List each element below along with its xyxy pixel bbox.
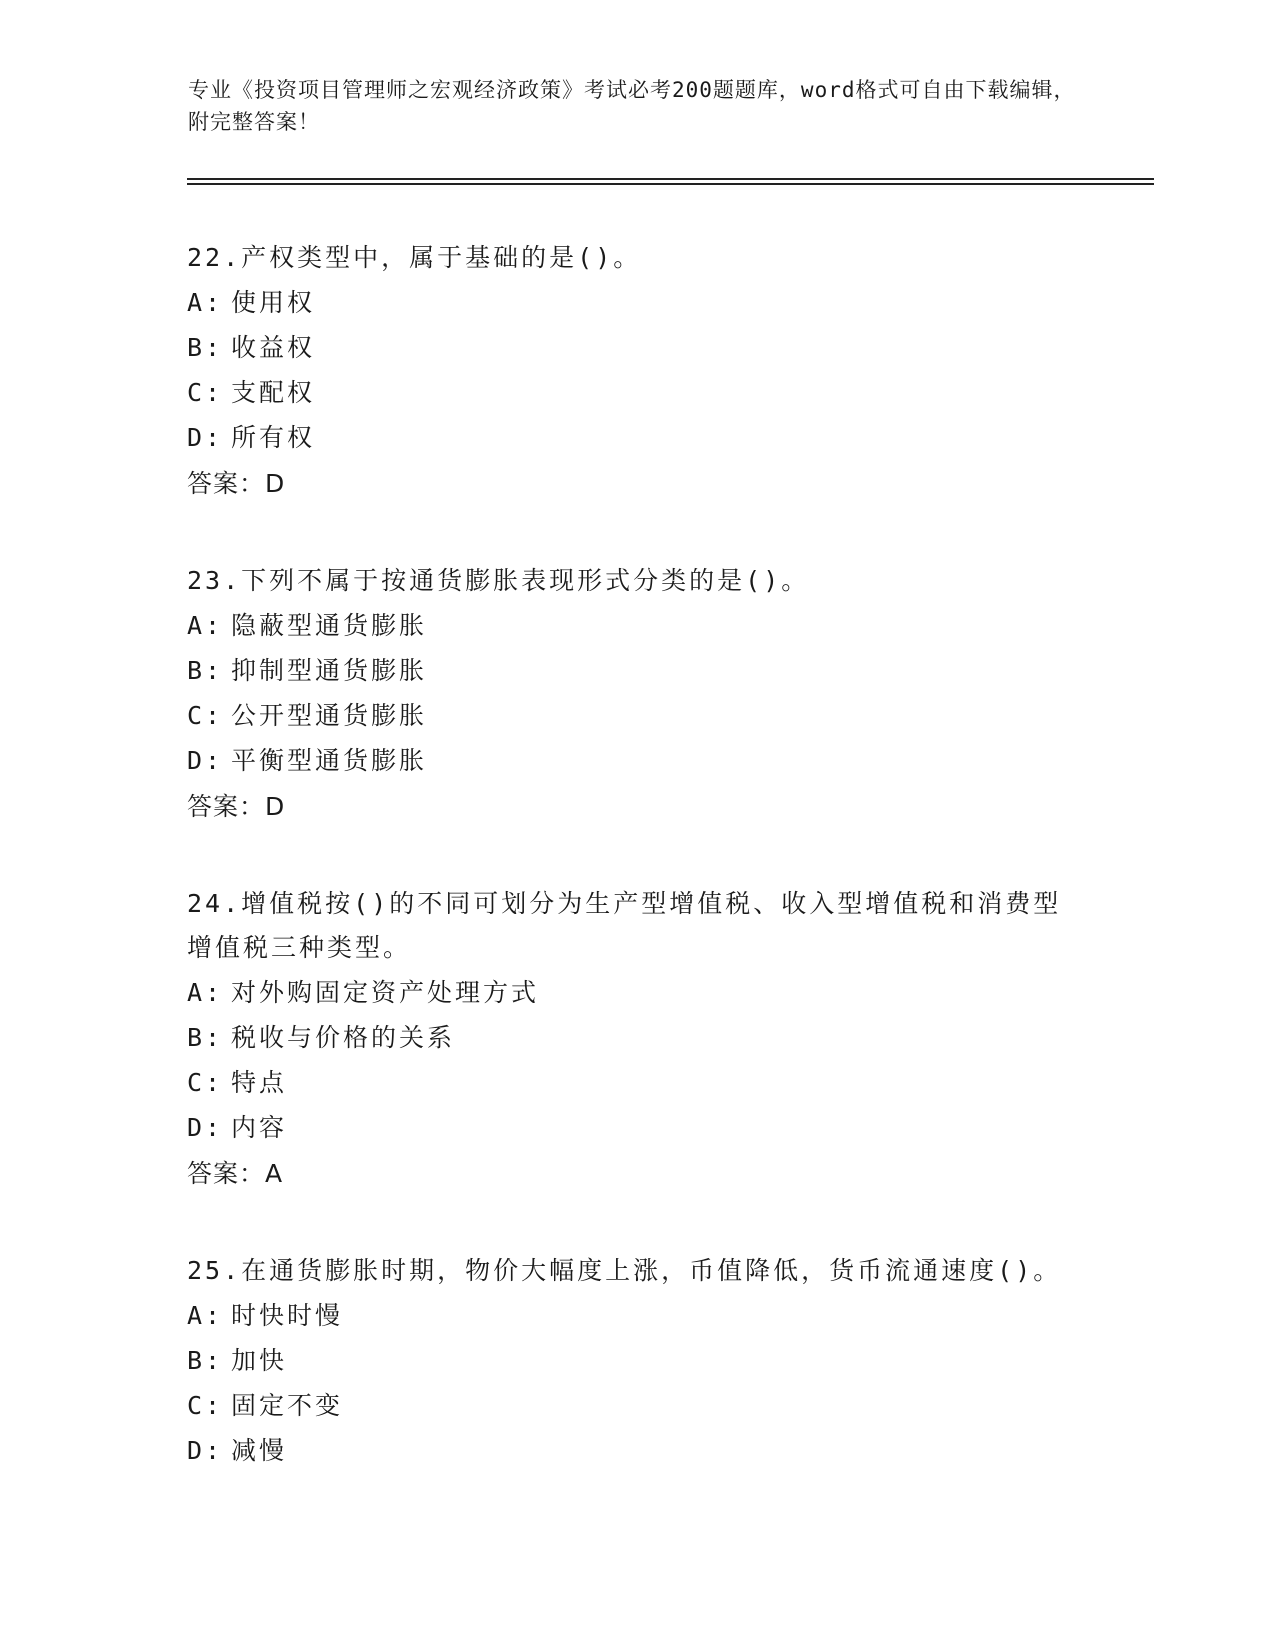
option-d — [187, 738, 1087, 783]
option-letter: B: — [187, 1346, 224, 1375]
question-24 — [187, 882, 1087, 1196]
option-c — [187, 1383, 1087, 1428]
option-text: 时快时慢 — [231, 1301, 344, 1330]
option-letter: D: — [187, 1436, 224, 1465]
option-c — [187, 693, 1087, 738]
option-text: 内容 — [231, 1113, 288, 1142]
option-text: 固定不变 — [231, 1391, 344, 1420]
option-c — [187, 1060, 1087, 1105]
option-letter: C: — [187, 1391, 224, 1420]
answer-line: 答案：D — [187, 792, 286, 821]
question-stem: 23.下列不属于按通货膨胀表现形式分类的是()。 — [187, 566, 810, 595]
option-text: 公开型通货膨胀 — [231, 701, 428, 730]
answer-line: 答案：A — [187, 1159, 284, 1188]
option-letter: A: — [187, 288, 224, 317]
option-letter: A: — [187, 1301, 224, 1330]
option-letter: D: — [187, 423, 224, 452]
option-letter: B: — [187, 656, 224, 685]
option-b — [187, 1338, 1087, 1383]
option-text: 使用权 — [231, 288, 316, 317]
option-text: 支配权 — [231, 378, 316, 407]
option-text: 减慢 — [231, 1436, 288, 1465]
question-list — [187, 236, 1087, 1526]
option-text: 收益权 — [231, 333, 316, 362]
option-text: 特点 — [231, 1068, 288, 1097]
option-letter: D: — [187, 1113, 224, 1142]
option-letter: A: — [187, 611, 224, 640]
option-letter: B: — [187, 1023, 224, 1052]
header-divider-top — [187, 178, 1154, 180]
document-header: 专业《投资项目管理师之宏观经济政策》考试必考200题题库，word格式可自由下载编辑，附完整答案！ — [188, 78, 1076, 134]
header-divider-bottom — [187, 183, 1154, 185]
option-letter: C: — [187, 1068, 224, 1097]
option-d — [187, 1105, 1087, 1150]
question-stem: 24.增值税按()的不同可划分为生产型增值税、收入型增值税和消费型增值税三种类型。 — [187, 889, 1062, 962]
option-a — [187, 970, 1087, 1015]
question-stem: 22.产权类型中，属于基础的是()。 — [187, 243, 642, 272]
question-22 — [187, 236, 1087, 506]
option-letter: A: — [187, 978, 224, 1007]
option-text: 加快 — [231, 1346, 288, 1375]
option-a — [187, 280, 1087, 325]
question-stem: 25.在通货膨胀时期，物价大幅度上涨，币值降低，货币流通速度()。 — [187, 1256, 1062, 1285]
option-text: 抑制型通货膨胀 — [231, 656, 428, 685]
option-a — [187, 603, 1087, 648]
option-b — [187, 1015, 1087, 1060]
answer-line: 答案：D — [187, 469, 286, 498]
option-c — [187, 370, 1087, 415]
option-letter: C: — [187, 701, 224, 730]
option-b — [187, 325, 1087, 370]
option-text: 隐蔽型通货膨胀 — [231, 611, 428, 640]
option-letter: D: — [187, 746, 224, 775]
option-b — [187, 648, 1087, 693]
option-text: 对外购固定资产处理方式 — [231, 978, 540, 1007]
option-letter: B: — [187, 333, 224, 362]
question-23 — [187, 559, 1087, 829]
option-d — [187, 415, 1087, 460]
option-text: 所有权 — [231, 423, 316, 452]
question-25 — [187, 1249, 1087, 1473]
option-letter: C: — [187, 378, 224, 407]
option-a — [187, 1293, 1087, 1338]
option-text: 平衡型通货膨胀 — [231, 746, 428, 775]
option-text: 税收与价格的关系 — [231, 1023, 456, 1052]
option-d — [187, 1428, 1087, 1473]
